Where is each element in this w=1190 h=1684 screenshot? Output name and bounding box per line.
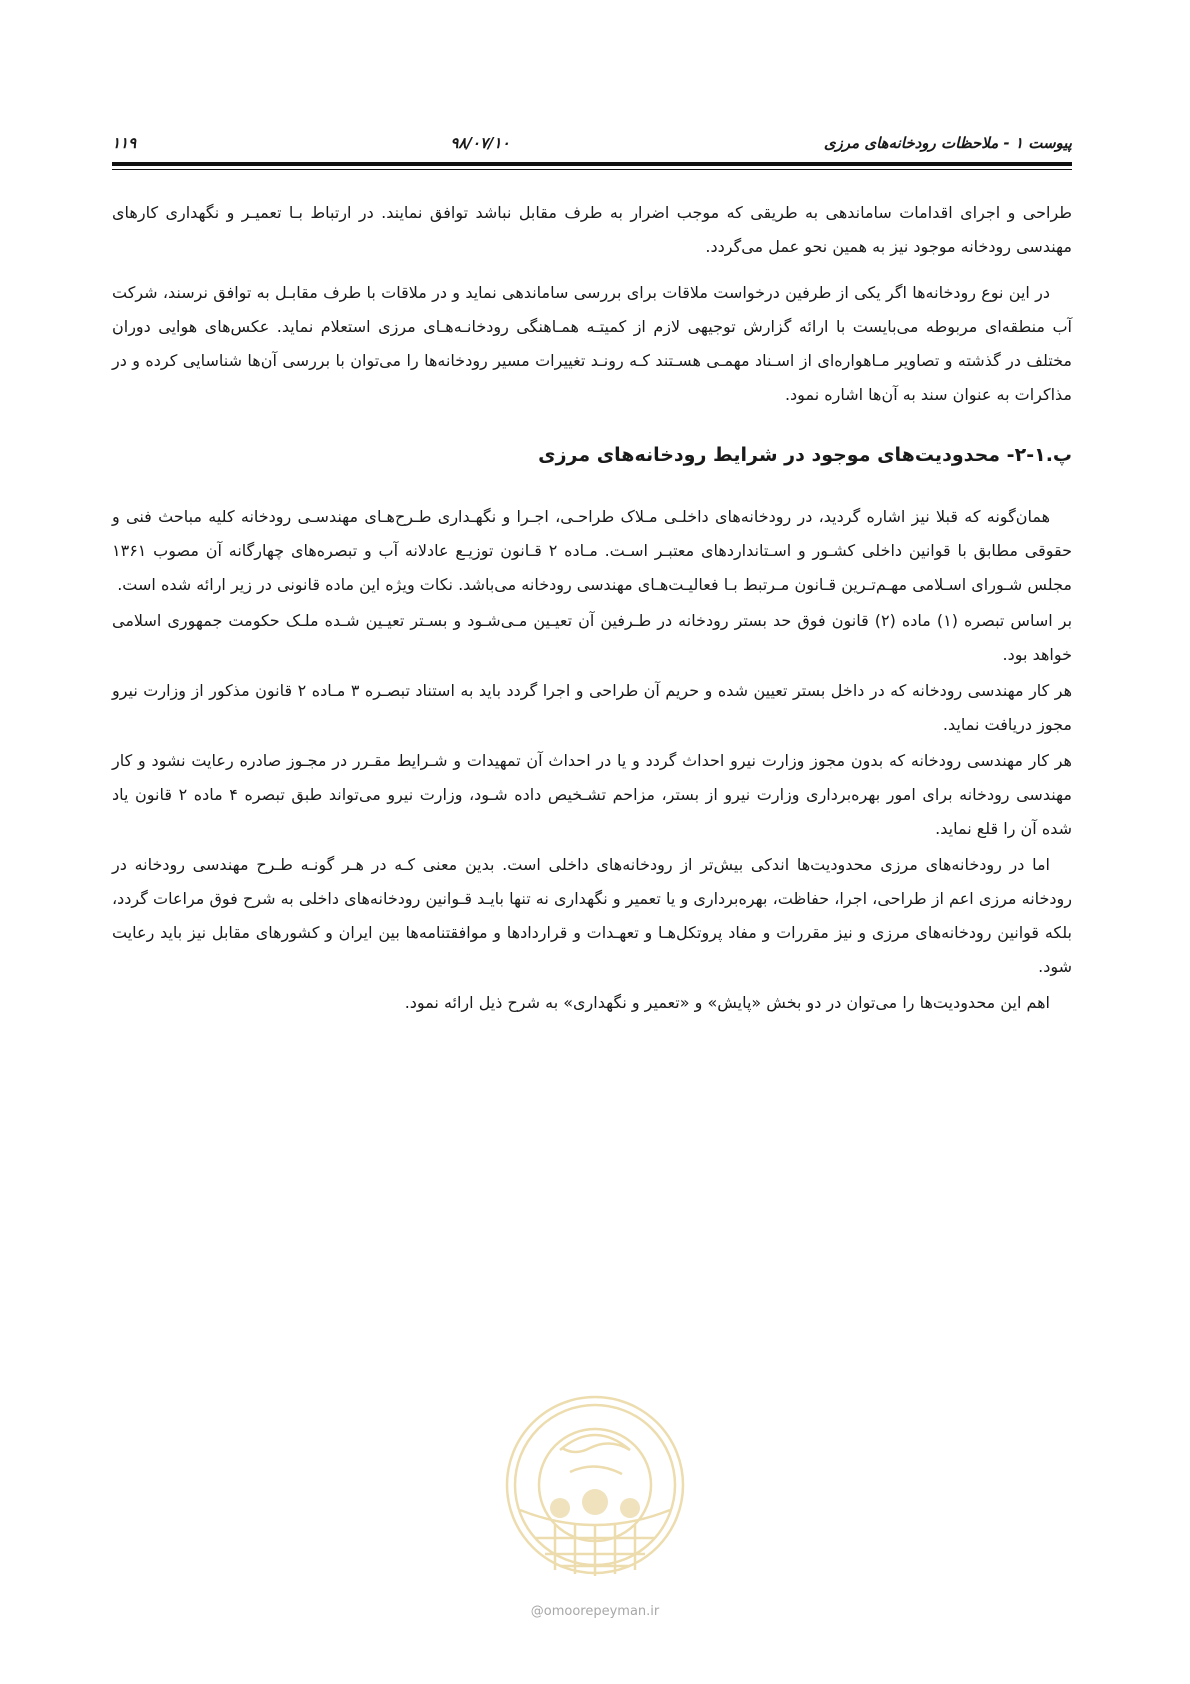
paragraph-2: در این نوع رودخانه‌ها اگر یکی از طرفین درخواست ملاقات برای بررسی ساماندهی نماید و در ملاقات با طرف مقابـل به توافق نرسند، شرکت آب منطقه‌ای مربوطه می‌بایست با ارائه گزارش توجیهی لازم از کمیتـه همـاهنگی رودخانـه‌هـای مرزی استعلام نماید. عکس‌های هوایی دوران مختلف در گذشته و تصاویر مـاهواره‌ای از اسـناد مهمـی هسـتند کـه رونـد تغییرات مسیر رودخانه‌ها را می‌توان با بررسی آن‌ها شناسایی کرده و در مذاکرات به عنوان سند به آن‌ها اشاره نمود.: [112, 283, 1072, 404]
header-title: پیوست ۱ - ملاحظات رودخانه‌های مرزی: [823, 134, 1072, 152]
paragraph-1: طراحی و اجرای اقدامات ساماندهی به طریقی که موجب اضرار به طرف مقابل نباشد توافق نمایند. در ارتباط بـا تعمیـر و نگهداری کارهای مهندسی رودخانه موجود نیز به همین نحو عمل می‌گردد.: [112, 203, 1072, 256]
header-rule-thin: [112, 169, 1072, 170]
header-date: ۹۸/۰۷/۱۰: [450, 134, 510, 152]
paragraph-3: همان‌گونه که قبلا نیز اشاره گردید، در رودخانه‌های داخلـی مـلاک طراحـی، اجـرا و نگهـداری طـرح‌هـای مهندسـی رودخانه کلیه مباحث فنی و حقوقی مطابق با قوانین داخلی کشـور و اسـتانداردهای معتبـر اسـت. مـاده ۲ قـانون توزیـع عادلانه آب و تبصره‌های چهارگانه آن مصوب ۱۳۶۱ مجلس شـورای اسـلامی مهـم‌تـرین قـانون مـرتبط بـا فعالیـت‌هـای مهندسی رودخانه می‌باشد. نکات ویژه این ماده قانونی در زیر ارائه شده است.: [112, 507, 1073, 594]
section-heading: پ.۱-۲- محدودیت‌های موجود در شرایط رودخانه‌های مرزی: [538, 444, 1072, 466]
paragraph-4: بر اساس تبصره (۱) ماده (۲) قانون فوق حد بستر رودخانه در طـرفین آن تعیـین مـی‌شـود و بسـتر تعیـین شـده ملـک حکومت جمهوری اسلامی خواهد بود.: [112, 611, 1073, 664]
paragraph-5: هر کار مهندسی رودخانه که در داخل بستر تعیین شده و حریم آن طراحی و اجرا گردد باید به استناد تبصـره ۳ مـاده ۲ قانون مذکور از وزارت نیرو مجوز دریافت نماید.: [112, 681, 1073, 734]
paragraph-8: اهم این محدودیت‌ها را می‌توان در دو بخش «پایش» و «تعمیر و نگهداری» به شرح ذیل ارائه نمود.: [404, 993, 1050, 1012]
paragraph-6: هر کار مهندسی رودخانه که بدون مجوز وزارت نیرو احداث گردد و یا در احداث آن تمهیدات و شـرایط مقـرر در مجـوز صادره رعایت نشود و کار مهندسی رودخانه برای امور بهره‌برداری وزارت نیرو از بستر، مزاحم تشـخیص داده شـود، وزارت نیرو می‌تواند طبق تبصره ۴ ماده ۲ قانون یاد شده آن را قلع نماید.: [112, 751, 1073, 838]
omoore-peyman-seal-icon: [500, 1390, 690, 1580]
page-header: [112, 126, 1072, 160]
watermark-site: @omoorepeyman.ir: [530, 1604, 660, 1619]
paragraph-7: اما در رودخانه‌های مرزی محدودیت‌ها اندکی بیش‌تر از رودخانه‌های داخلی است. بدین معنی کـه در هـر گونـه طـرح مهندسی رودخانه در رودخانه مرزی اعم از طراحی، اجرا، حفاظت، بهره‌برداری و یا تعمیر و نگهداری نه تنها بایـد قـوانین رودخانه‌های داخلی به شرح فوق مراعات گردد، بلکه قوانین رودخانه‌های مرزی و نیز مقررات و مفاد پروتکل‌هـا و تعهـدات و قراردادها و موافقتنامه‌ها بین ایران و کشورهای مقابل نیز باید رعایت شود.: [112, 855, 1072, 976]
document-body: [112, 196, 1072, 1032]
page-number: ۱۱۹: [112, 134, 137, 152]
header-rule-thick: [112, 162, 1072, 166]
